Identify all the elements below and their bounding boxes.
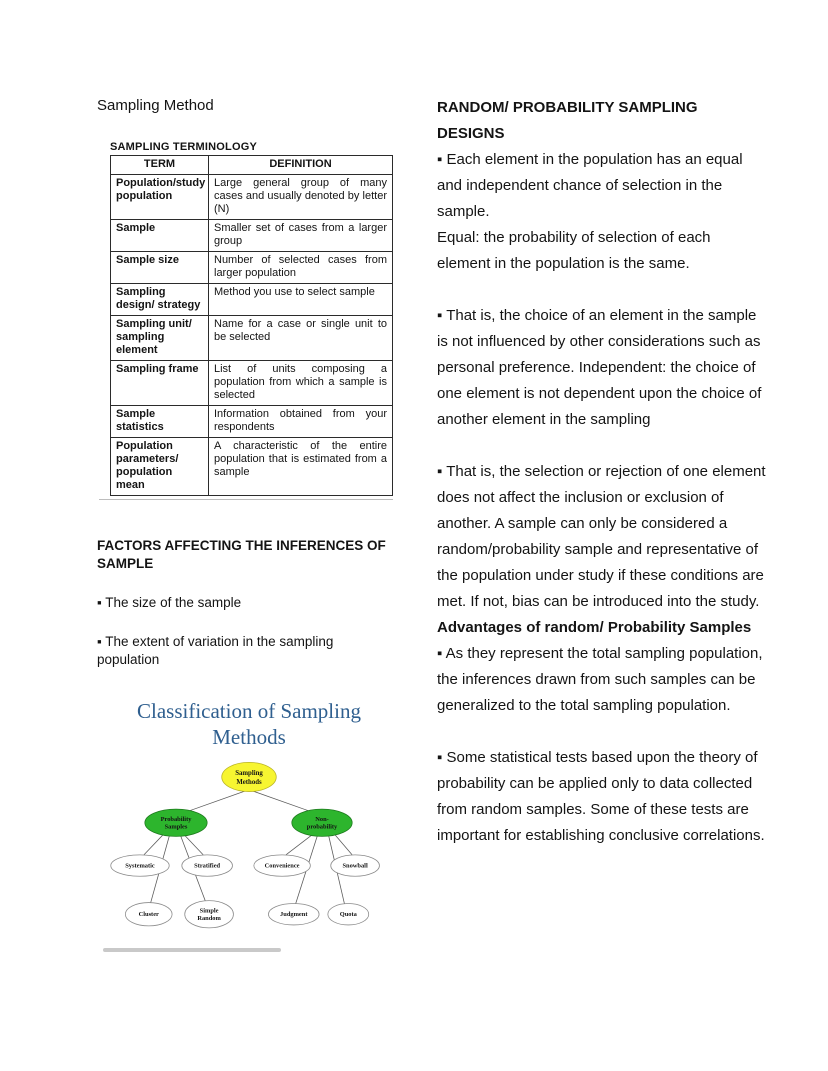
tree-connector <box>189 790 249 811</box>
term-cell: Sample <box>111 220 209 252</box>
paragraph: ▪ Each element in the population has an equal and independent chance of selection in the sample. <box>437 151 743 220</box>
definition-cell: List of units composing a population from which a sample is selected <box>209 361 393 406</box>
term-cell: Sampling frame <box>111 361 209 406</box>
svg-text:Judgment: Judgment <box>280 911 308 919</box>
table-caption: SAMPLING TERMINOLOGY <box>110 141 257 153</box>
table-row <box>111 175 393 220</box>
page-title: Sampling Method <box>97 97 214 114</box>
table-row <box>111 284 393 316</box>
svg-text:Stratified: Stratified <box>194 862 221 870</box>
diagram-title <box>103 698 395 750</box>
paragraph: ▪ Some statistical tests based upon the theory of probability can be applied only to data collected from random samples. Some of these tests are important for establishing conclusive correlations. <box>437 749 765 844</box>
diagram-node-cluster <box>125 903 172 926</box>
term-cell: Sampling design/ strategy <box>111 284 209 316</box>
svg-text:Methods: Methods <box>236 778 262 786</box>
table-row <box>111 252 393 284</box>
definition-cell: Number of selected cases from larger population <box>209 252 393 284</box>
diagram-node-stratified <box>182 855 233 876</box>
table-header-definition: DEFINITION <box>209 156 393 175</box>
terminology-table <box>110 155 393 496</box>
diagram-node-probability-samples <box>145 809 207 836</box>
term-cell: Population/study population <box>111 175 209 220</box>
svg-text:Samples: Samples <box>164 823 188 831</box>
table-underline <box>99 499 393 500</box>
paragraph: ▪ As they represent the total sampling population, the inferences drawn from such samples can be generalized to the total sampling population. <box>437 645 763 714</box>
classification-diagram <box>103 698 395 952</box>
definition-cell: Method you use to select sample <box>209 284 393 316</box>
image-scroll-indicator <box>103 948 281 952</box>
tree-connector <box>185 835 203 854</box>
definition-cell: Large general group of many cases and usually denoted by letter (N) <box>209 175 393 220</box>
bullet-item: ▪ The extent of variation in the sampling population <box>97 634 334 667</box>
definition-cell: Smaller set of cases from a larger group <box>209 220 393 252</box>
diagram-title-line1: Classification of Sampling <box>137 699 361 723</box>
svg-text:Probability: Probability <box>160 815 192 823</box>
tree-connector <box>286 835 311 854</box>
svg-text:Cluster: Cluster <box>138 911 159 919</box>
tree-connector <box>335 834 353 854</box>
term-cell: Sample size <box>111 252 209 284</box>
factors-heading: FACTORS AFFECTING THE INFERENCES OF SAMPLE <box>97 538 386 571</box>
table-row <box>111 438 393 496</box>
term-cell: Sample statistics <box>111 406 209 438</box>
table-header-row <box>111 156 393 175</box>
diagram-title-line2: Methods <box>212 725 286 749</box>
diagram-node-snowball <box>331 855 380 876</box>
definition-cell: Information obtained from your respondents <box>209 406 393 438</box>
table-header-term: TERM <box>111 156 209 175</box>
sampling-tree-diagram <box>103 758 395 942</box>
table-row <box>111 316 393 361</box>
table-row <box>111 406 393 438</box>
svg-text:Non-: Non- <box>315 815 329 823</box>
left-column <box>97 97 395 952</box>
svg-text:Quota: Quota <box>339 911 357 919</box>
diagram-node-sampling-methods <box>222 762 277 791</box>
table-row <box>111 361 393 406</box>
table-row <box>111 220 393 252</box>
right-column <box>437 95 767 849</box>
tree-connector <box>249 790 309 811</box>
svg-text:Simple: Simple <box>199 907 219 915</box>
svg-text:Systematic: Systematic <box>125 862 155 870</box>
paragraph: ▪ That is, the selection or rejection of one element does not affect the inclusion or exclusion of another. A sample can only be considered a random/probability sample and representative of the population under study if these conditions are met. If not, bias can be introduced into the study. <box>437 463 766 610</box>
bullet-item: ▪ The size of the sample <box>97 595 242 610</box>
paragraph: Equal: the probability of selection of each element in the population is the same. <box>437 229 711 272</box>
term-cell: Population parameters/ population mean <box>111 438 209 496</box>
svg-text:Random: Random <box>197 915 221 923</box>
section-heading-random-probability: RANDOM/ PROBABILITY SAMPLING DESIGNS <box>437 99 698 142</box>
diagram-node-systematic <box>111 855 169 876</box>
svg-text:Sampling: Sampling <box>235 770 263 778</box>
svg-text:Convenience: Convenience <box>264 862 300 870</box>
paragraph: ▪ That is, the choice of an element in the sample is not influenced by other considerations such as personal preference. Independent: the choice of one element is not dependent upon the choice of another element in the sampling <box>437 307 762 428</box>
diagram-node-judgment <box>268 904 319 925</box>
svg-text:Snowball: Snowball <box>342 862 368 870</box>
term-cell: Sampling unit/ sampling element <box>111 316 209 361</box>
diagram-node-quota <box>328 904 369 925</box>
definition-cell: Name for a case or single unit to be selected <box>209 316 393 361</box>
tree-connector <box>144 834 163 854</box>
svg-text:probability: probability <box>306 823 338 831</box>
diagram-node-simple-random <box>185 901 234 928</box>
diagram-node-non-probability <box>292 809 352 836</box>
diagram-node-convenience <box>254 855 310 876</box>
subheading-advantages: Advantages of random/ Probability Samples <box>437 619 752 636</box>
definition-cell: A characteristic of the entire population that is estimated from a sample <box>209 438 393 496</box>
